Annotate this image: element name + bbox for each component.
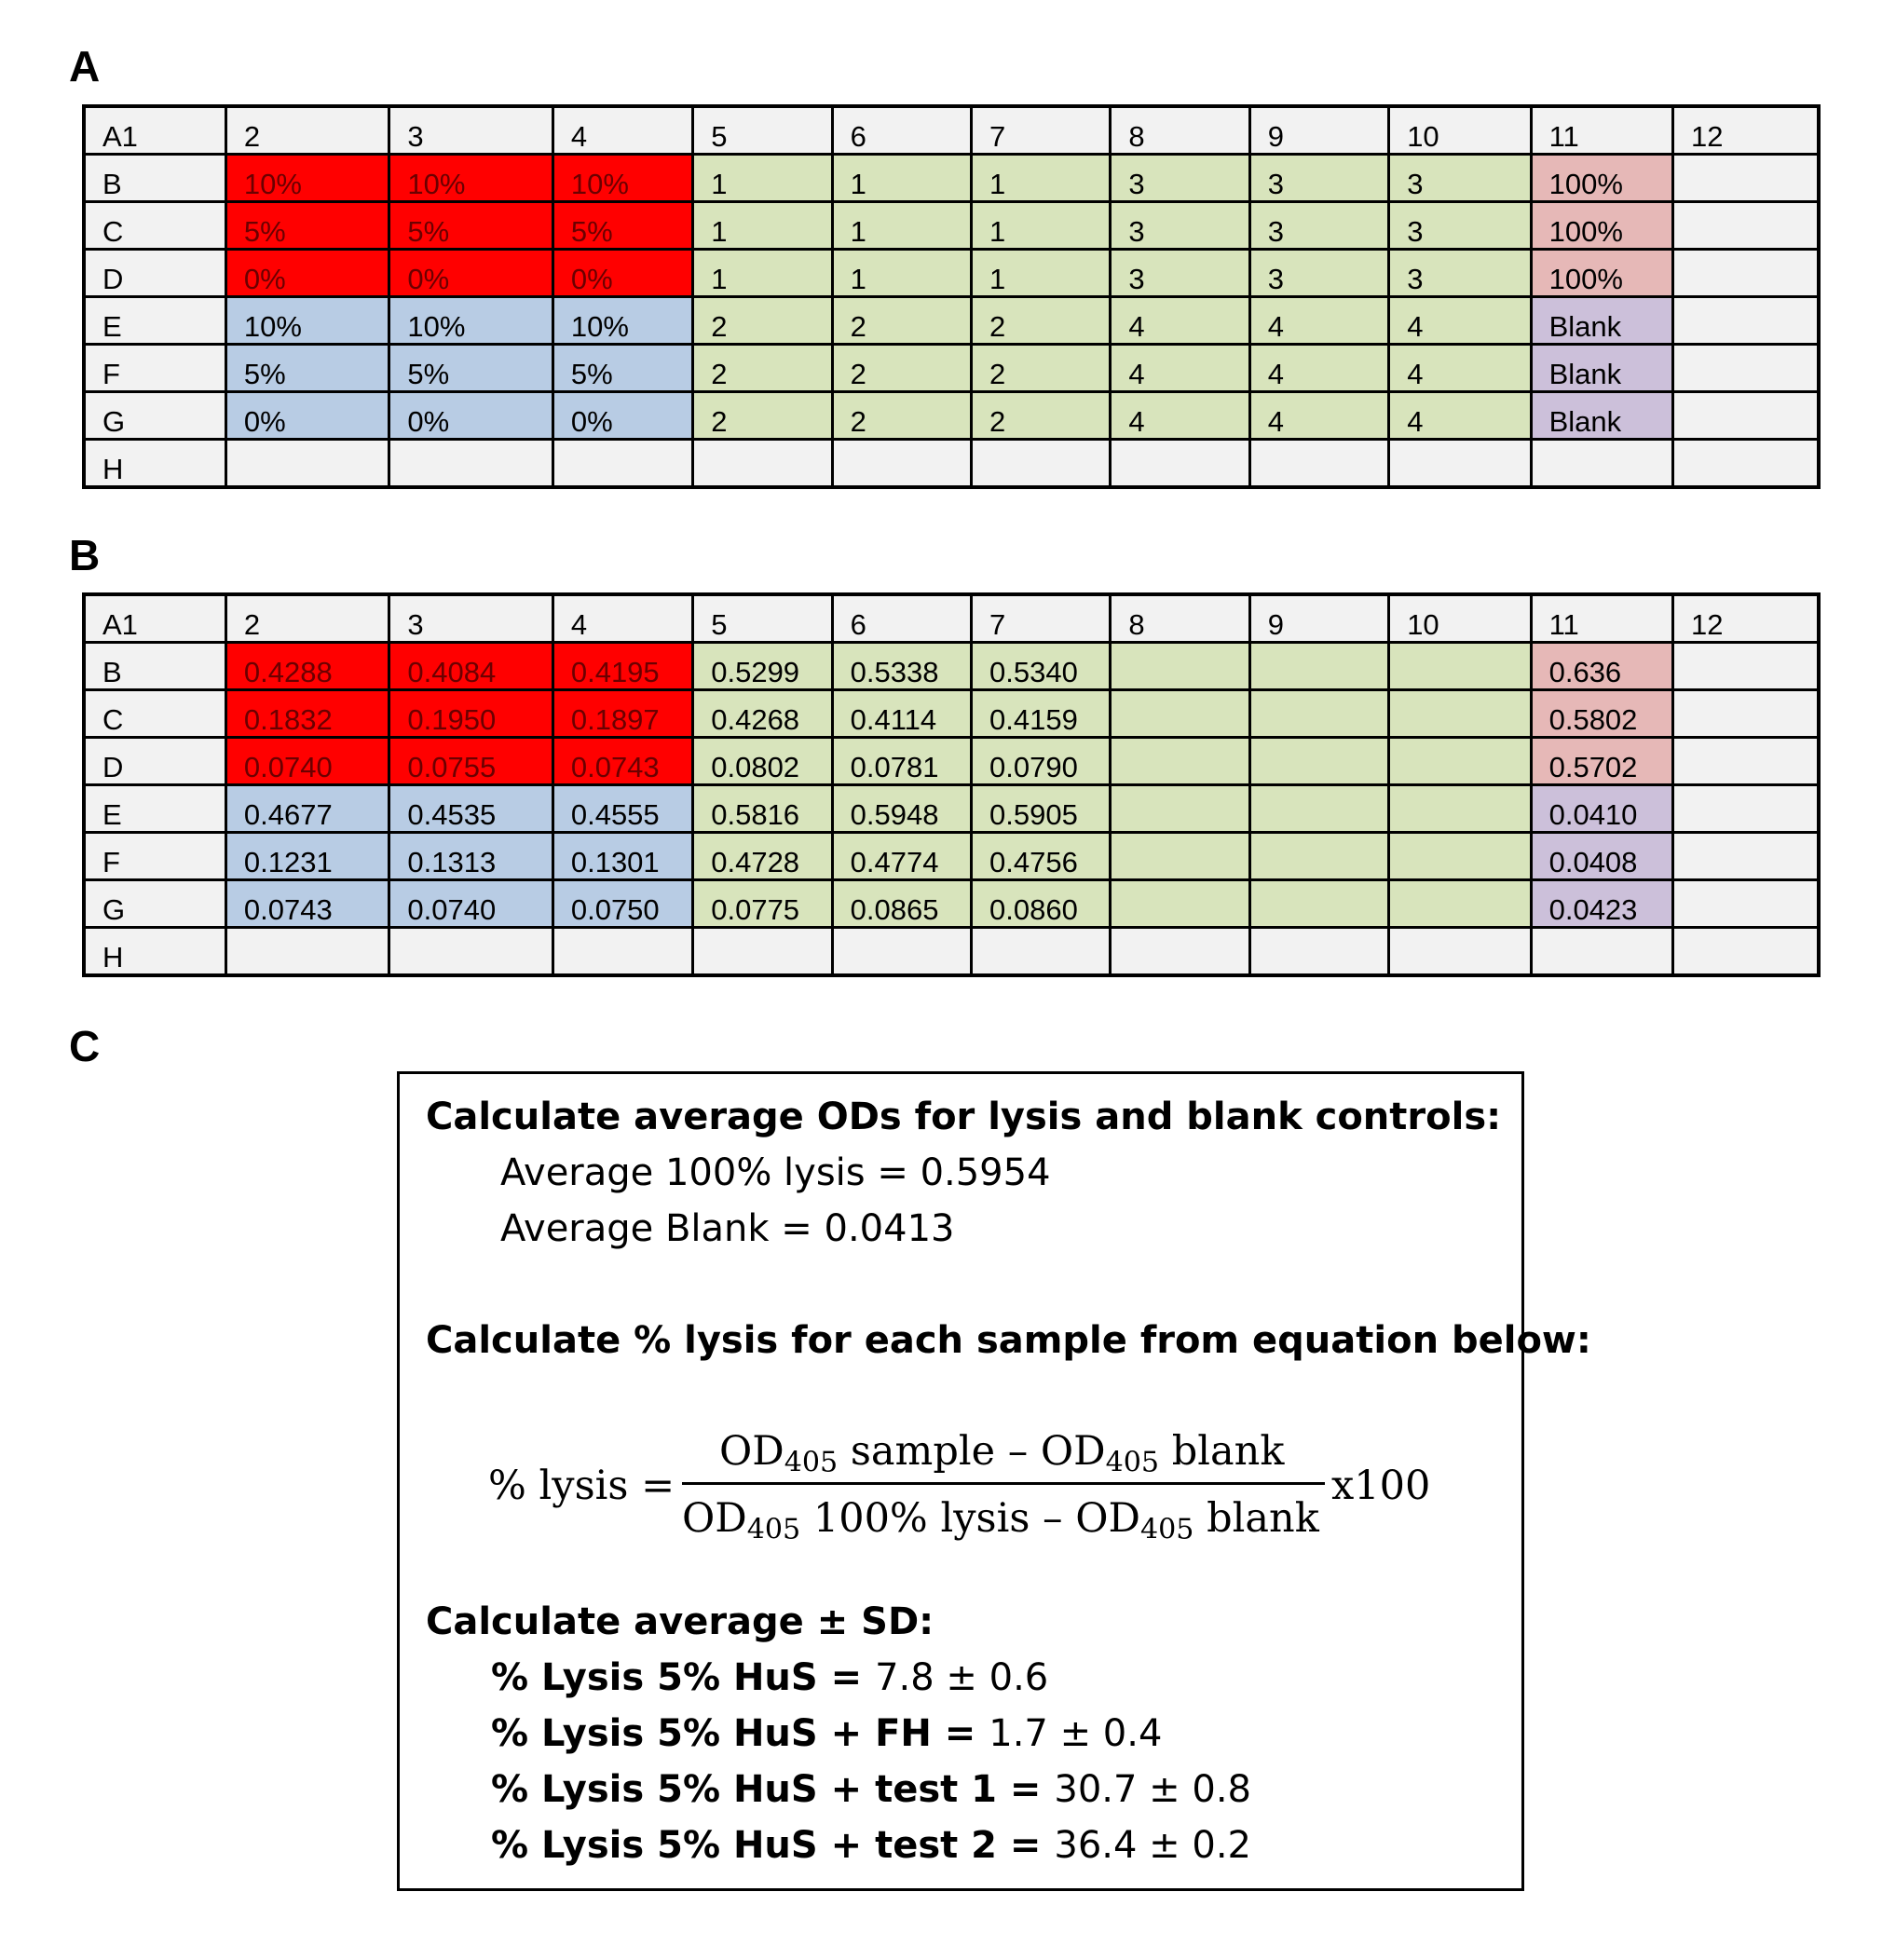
well-cell: 0.5340 (972, 643, 1111, 690)
well-cell: 0.5802 (1531, 690, 1672, 738)
well-cell: 4 (1111, 297, 1249, 345)
well-cell: 0.5299 (693, 643, 832, 690)
well-cell: 0.4195 (552, 643, 692, 690)
well-cell: 10% (225, 297, 389, 345)
well-cell: 1 (693, 155, 832, 202)
well-cell: 4 (1249, 345, 1388, 392)
well-cell: 10% (389, 155, 552, 202)
well-cell: 3 (1111, 250, 1249, 297)
well-cell: 4 (1389, 297, 1531, 345)
well-cell (972, 928, 1111, 976)
well-cell: 5% (552, 345, 692, 392)
well-cell (1389, 928, 1531, 976)
well-cell: 1 (832, 202, 971, 250)
well-cell: 10% (552, 155, 692, 202)
well-cell: 0.4268 (693, 690, 832, 738)
well-cell: 0.4159 (972, 690, 1111, 738)
well-cell (1389, 880, 1531, 928)
column-header: 3 (389, 594, 552, 643)
well-cell: 0.4555 (552, 785, 692, 833)
well-cell (1111, 880, 1249, 928)
well-cell: 2 (972, 345, 1111, 392)
well-cell: 1 (972, 155, 1111, 202)
result-line: % Lysis 5% HuS + test 1 = 30.7 ± 0.8 (491, 1768, 1251, 1811)
well-cell: 4 (1249, 297, 1388, 345)
column-header: 9 (1249, 594, 1388, 643)
well-cell: 2 (832, 392, 971, 440)
well-cell: 0.4774 (832, 833, 971, 880)
result-line: % Lysis 5% HuS = 7.8 ± 0.6 (491, 1656, 1049, 1699)
row-label: F (84, 833, 225, 880)
row-label: D (84, 738, 225, 785)
well-cell (1673, 738, 1820, 785)
plate-layout-table (82, 104, 1821, 489)
well-cell: Blank (1531, 345, 1672, 392)
panel-label-a: A (69, 42, 101, 90)
well-cell (1249, 643, 1388, 690)
well-cell: 1 (693, 202, 832, 250)
panel-label-b: B (69, 531, 101, 579)
well-cell: 3 (1389, 155, 1531, 202)
column-header: 7 (972, 594, 1111, 643)
well-cell: 0.1313 (389, 833, 552, 880)
plate-row (84, 440, 1819, 488)
well-cell: 0.4084 (389, 643, 552, 690)
well-cell (225, 928, 389, 976)
well-cell: 5% (225, 202, 389, 250)
well-cell: 5% (552, 202, 692, 250)
column-header: 5 (693, 594, 832, 643)
plate-header-row (84, 106, 1819, 155)
well-cell: Blank (1531, 392, 1672, 440)
well-cell: 1 (832, 155, 971, 202)
well-cell: 3 (1111, 202, 1249, 250)
well-cell (389, 440, 552, 488)
well-cell (1249, 833, 1388, 880)
well-cell (1389, 785, 1531, 833)
well-cell: 3 (1389, 250, 1531, 297)
column-header: 4 (552, 106, 692, 155)
well-cell: 0.4677 (225, 785, 389, 833)
fraction-bar (682, 1482, 1325, 1485)
plate-row (84, 880, 1819, 928)
row-label: G (84, 880, 225, 928)
calculation-box (397, 1071, 1591, 1891)
well-cell: 0.1950 (389, 690, 552, 738)
well-cell (1673, 202, 1820, 250)
well-cell (1531, 928, 1672, 976)
well-cell: Blank (1531, 297, 1672, 345)
well-cell: 0.0802 (693, 738, 832, 785)
well-cell: 0.0423 (1531, 880, 1672, 928)
column-header: 4 (552, 594, 692, 643)
well-cell: 0% (225, 392, 389, 440)
well-cell: 0.5948 (832, 785, 971, 833)
well-cell: 0.1231 (225, 833, 389, 880)
well-cell: 0.4535 (389, 785, 552, 833)
column-header: 5 (693, 106, 832, 155)
well-cell: 4 (1389, 345, 1531, 392)
column-header: 2 (225, 106, 389, 155)
well-cell (1389, 738, 1531, 785)
row-label: F (84, 345, 225, 392)
well-cell: 0.5905 (972, 785, 1111, 833)
well-cell (389, 928, 552, 976)
well-cell: 0.5702 (1531, 738, 1672, 785)
plate-row (84, 202, 1819, 250)
column-header: 8 (1111, 594, 1249, 643)
well-cell (1249, 785, 1388, 833)
well-cell (225, 440, 389, 488)
column-header: 10 (1389, 106, 1531, 155)
well-cell (1249, 738, 1388, 785)
well-cell (1673, 880, 1820, 928)
well-cell: 2 (693, 392, 832, 440)
well-cell (972, 440, 1111, 488)
well-cell: 1 (972, 202, 1111, 250)
well-cell: 4 (1389, 392, 1531, 440)
well-cell: 4 (1111, 345, 1249, 392)
well-cell: 4 (1111, 392, 1249, 440)
well-cell (1111, 785, 1249, 833)
column-header: 3 (389, 106, 552, 155)
well-cell (1111, 738, 1249, 785)
well-cell: 0.1897 (552, 690, 692, 738)
well-cell: 0.4288 (225, 643, 389, 690)
column-header: A1 (84, 106, 225, 155)
well-cell: 0.1832 (225, 690, 389, 738)
well-cell: 0% (389, 250, 552, 297)
well-cell (1249, 928, 1388, 976)
well-cell: 0.0790 (972, 738, 1111, 785)
plate-row (84, 155, 1819, 202)
well-cell (1673, 928, 1820, 976)
well-cell: 4 (1249, 392, 1388, 440)
result-line: % Lysis 5% HuS + test 2 = 36.4 ± 0.2 (491, 1824, 1251, 1867)
well-cell (1249, 690, 1388, 738)
row-label: H (84, 928, 225, 976)
well-cell (1111, 690, 1249, 738)
plate-row (84, 297, 1819, 345)
well-cell (1673, 155, 1820, 202)
well-cell (1673, 833, 1820, 880)
panel-label-c: C (69, 1022, 101, 1070)
well-cell (1111, 928, 1249, 976)
well-cell: 5% (389, 345, 552, 392)
row-label: C (84, 690, 225, 738)
row-label: B (84, 643, 225, 690)
well-cell: 0.0743 (552, 738, 692, 785)
well-cell (1531, 440, 1672, 488)
well-cell: 2 (832, 297, 971, 345)
column-header: 12 (1673, 594, 1820, 643)
well-cell (1673, 643, 1820, 690)
plate-row (84, 833, 1819, 880)
well-cell: 0% (225, 250, 389, 297)
equation-numerator: $OD_{405}$ sample – $OD_{405}$ blank (719, 1428, 1285, 1479)
well-cell: 3 (1249, 250, 1388, 297)
well-cell: 100% (1531, 250, 1672, 297)
well-cell (1673, 297, 1820, 345)
well-cell (1673, 690, 1820, 738)
well-cell: 0.0740 (389, 880, 552, 928)
well-cell: 0.0410 (1531, 785, 1672, 833)
well-cell: 0.0740 (225, 738, 389, 785)
well-cell (832, 440, 971, 488)
equation-denominator: $OD_{405}$ 100% lysis – $OD_{405}$ blank (682, 1495, 1319, 1546)
well-cell: 0.636 (1531, 643, 1672, 690)
well-cell (1389, 833, 1531, 880)
average-blank-line: Average Blank = 0.0413 (500, 1207, 955, 1250)
well-cell: 5% (389, 202, 552, 250)
well-cell: 0.0750 (552, 880, 692, 928)
result-line: % Lysis 5% HuS + FH = 1.7 ± 0.4 (491, 1712, 1163, 1755)
well-cell (552, 928, 692, 976)
well-cell: 0.0743 (225, 880, 389, 928)
well-cell: 0.4756 (972, 833, 1111, 880)
well-cell: 100% (1531, 155, 1672, 202)
well-cell: 0.0860 (972, 880, 1111, 928)
row-label: C (84, 202, 225, 250)
well-cell: 1 (832, 250, 971, 297)
well-cell: 2 (693, 345, 832, 392)
plate-row (84, 643, 1819, 690)
well-cell: 0.0865 (832, 880, 971, 928)
row-label: B (84, 155, 225, 202)
column-header: 11 (1531, 594, 1672, 643)
column-header: 7 (972, 106, 1111, 155)
plate-row (84, 690, 1819, 738)
row-label: E (84, 785, 225, 833)
plate-row (84, 250, 1819, 297)
well-cell: 0.5816 (693, 785, 832, 833)
well-cell: 0% (552, 250, 692, 297)
well-cell (552, 440, 692, 488)
well-cell: 2 (832, 345, 971, 392)
well-cell (1673, 785, 1820, 833)
well-cell (1673, 250, 1820, 297)
well-cell: 1 (693, 250, 832, 297)
plate-row (84, 738, 1819, 785)
well-cell (693, 440, 832, 488)
well-cell: 0.5338 (832, 643, 971, 690)
row-label: E (84, 297, 225, 345)
well-cell (1111, 643, 1249, 690)
well-cell (1389, 440, 1531, 488)
plate-row (84, 928, 1819, 976)
column-header: 2 (225, 594, 389, 643)
row-label: G (84, 392, 225, 440)
well-cell (1111, 833, 1249, 880)
well-cell: 5% (225, 345, 389, 392)
well-cell: 2 (972, 392, 1111, 440)
plate-row (84, 785, 1819, 833)
well-cell: 100% (1531, 202, 1672, 250)
well-cell (693, 928, 832, 976)
well-cell: 0% (552, 392, 692, 440)
well-cell: 3 (1249, 155, 1388, 202)
well-cell (1249, 880, 1388, 928)
well-cell: 10% (552, 297, 692, 345)
well-cell: 2 (972, 297, 1111, 345)
well-cell: 0% (389, 392, 552, 440)
equation-multiplier: x100 (1331, 1463, 1431, 1509)
well-cell: 10% (389, 297, 552, 345)
well-cell: 0.0408 (1531, 833, 1672, 880)
row-label: H (84, 440, 225, 488)
well-cell: 3 (1111, 155, 1249, 202)
well-cell: 0.0775 (693, 880, 832, 928)
row-label: D (84, 250, 225, 297)
well-cell (832, 928, 971, 976)
column-header: 6 (832, 594, 971, 643)
well-cell (1249, 440, 1388, 488)
well-cell: 2 (693, 297, 832, 345)
column-header: 9 (1249, 106, 1388, 155)
equation-lhs: % lysis = (488, 1463, 675, 1509)
column-header: 11 (1531, 106, 1672, 155)
plate-row (84, 345, 1819, 392)
well-cell: 1 (972, 250, 1111, 297)
heading-percent-lysis: Calculate % lysis for each sample from equation below: (426, 1319, 1591, 1362)
well-cell: 10% (225, 155, 389, 202)
well-cell: 3 (1249, 202, 1388, 250)
well-cell: 0.4728 (693, 833, 832, 880)
well-cell (1389, 643, 1531, 690)
well-cell: 0.4114 (832, 690, 971, 738)
well-cell (1111, 440, 1249, 488)
column-header: A1 (84, 594, 225, 643)
well-cell (1673, 345, 1820, 392)
well-cell: 0.1301 (552, 833, 692, 880)
average-lysis-line: Average 100% lysis = 0.5954 (500, 1151, 1051, 1194)
well-cell (1673, 440, 1820, 488)
well-cell (1673, 392, 1820, 440)
heading-average-ods: Calculate average ODs for lysis and blank controls: (426, 1096, 1502, 1138)
well-cell (1389, 690, 1531, 738)
plate-header-row (84, 594, 1819, 643)
well-cell: 0.0755 (389, 738, 552, 785)
well-cell: 0.0781 (832, 738, 971, 785)
column-header: 10 (1389, 594, 1531, 643)
plate-od-table (82, 592, 1821, 977)
well-cell: 3 (1389, 202, 1531, 250)
heading-average-sd: Calculate average ± SD: (426, 1600, 934, 1643)
column-header: 8 (1111, 106, 1249, 155)
plate-row (84, 392, 1819, 440)
column-header: 6 (832, 106, 971, 155)
column-header: 12 (1673, 106, 1820, 155)
